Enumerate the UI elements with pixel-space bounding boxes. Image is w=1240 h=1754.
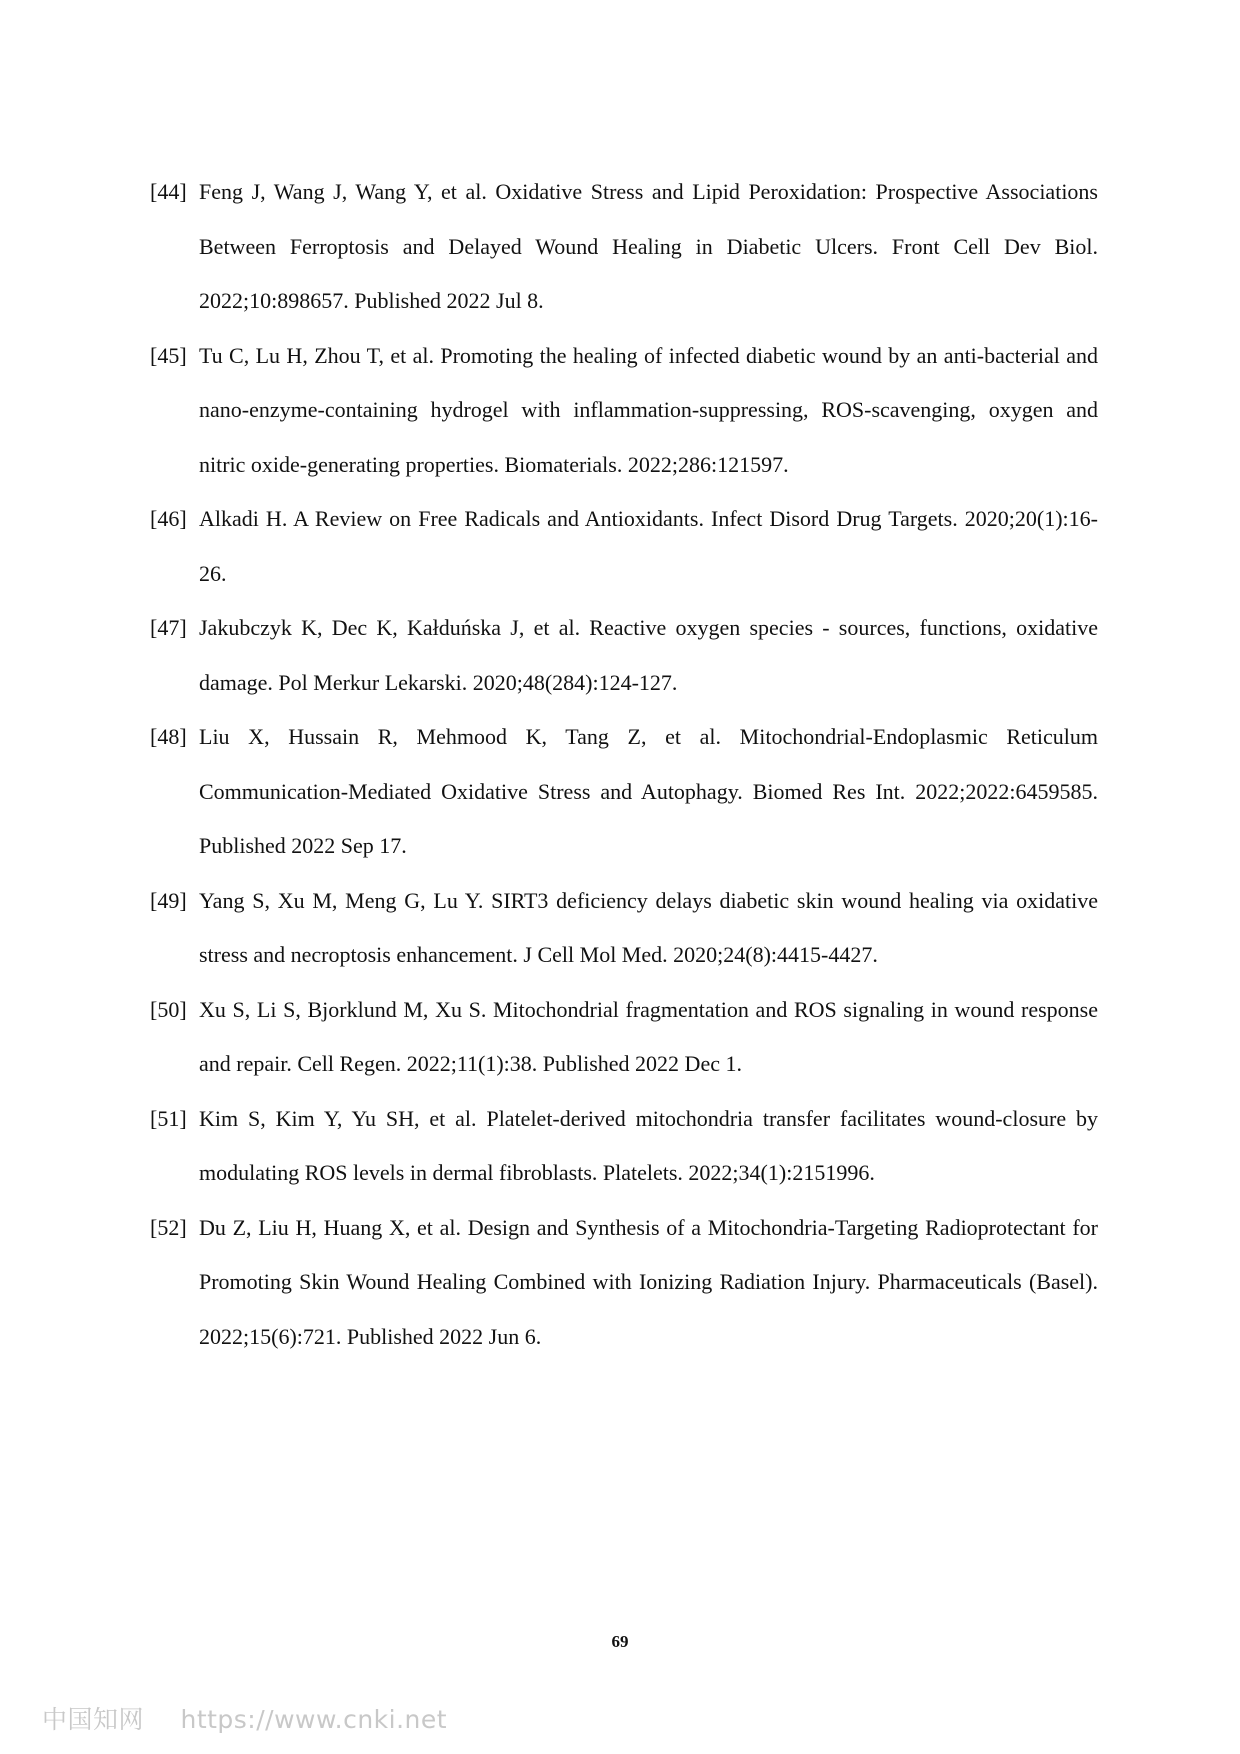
reference-number: [48] <box>150 724 187 749</box>
reference-number: [44] <box>150 179 187 204</box>
reference-list <box>150 165 1098 1364</box>
reference-number: [49] <box>150 887 187 913</box>
reference-item <box>150 165 1098 329</box>
reference-number: [47] <box>150 615 187 640</box>
page-number: 69 <box>611 1632 629 1651</box>
reference-text: Jakubczyk K, Dec K, Kałduńska J, et al. Reactive oxygen species - sources, functions, oxidative damage. Pol Merkur Lekarski. 2020;48(284):124-127. <box>199 615 1098 695</box>
reference-text: Kim S, Kim Y, Yu SH, et al. Platelet-derived mitochondria transfer facilitates wound-closure by modulating ROS levels in dermal fibroblasts. Platelets. 2022;34(1):2151996. <box>199 1105 1098 1185</box>
reference-item <box>150 710 1098 874</box>
reference-text: Alkadi H. A Review on Free Radicals and Antioxidants. Infect Disord Drug Targets. 2020;20(1):16-26. <box>199 506 1098 586</box>
cnki-watermark <box>42 1700 447 1736</box>
reference-text: Feng J, Wang J, Wang Y, et al. Oxidative Stress and Lipid Peroxidation: Prospective Associations Between Ferroptosis and Delayed Wound Healing in Diabetic Ulcers. Front Cell Dev Biol. 2022;10:898657. Published 2022 Jul 8. <box>199 179 1098 313</box>
reference-text: Du Z, Liu H, Huang X, et al. Design and Synthesis of a Mitochondria-Targeting Radioprotectant for Promoting Skin Wound Healing Combined with Ionizing Radiation Injury. Pharmaceuticals (Basel). 2022;15(6):721. Published 2022 Jun 6. <box>199 1214 1098 1349</box>
reference-number: [50] <box>150 996 187 1022</box>
watermark-url: https://www.cnki.net <box>180 1705 448 1734</box>
reference-item <box>150 329 1098 493</box>
reference-text: Yang S, Xu M, Meng G, Lu Y. SIRT3 deficiency delays diabetic skin wound healing via oxidative stress and necroptosis enhancement. J Cell Mol Med. 2020;24(8):4415-4427. <box>199 887 1098 967</box>
reference-text: Xu S, Li S, Bjorklund M, Xu S. Mitochondrial fragmentation and ROS signaling in wound response and repair. Cell Regen. 2022;11(1):38. Published 2022 Dec 1. <box>199 996 1098 1076</box>
reference-item <box>150 1201 1098 1365</box>
watermark-chinese-text: 中国知网 <box>42 1705 145 1734</box>
reference-text: Liu X, Hussain R, Mehmood K, Tang Z, et al. Mitochondrial-Endoplasmic Reticulum Communication-Mediated Oxidative Stress and Autophagy. Biomed Res Int. 2022;2022:6459585. Published 2022 Sep 17. <box>199 724 1098 858</box>
reference-number: [46] <box>150 506 187 531</box>
reference-text: Tu C, Lu H, Zhou T, et al. Promoting the healing of infected diabetic wound by an anti-bacterial and nano-enzyme-containing hydrogel with inflammation-suppressing, ROS-scavenging, oxygen and nitric oxide-generating properties. Biomaterials. 2022;286:121597. <box>199 342 1098 477</box>
reference-item <box>150 601 1098 710</box>
reference-number: [52] <box>150 1214 187 1240</box>
reference-item <box>150 983 1098 1092</box>
reference-number: [51] <box>150 1105 187 1131</box>
reference-item <box>150 1092 1098 1201</box>
reference-item <box>150 492 1098 601</box>
reference-item <box>150 874 1098 983</box>
reference-number: [45] <box>150 342 187 368</box>
